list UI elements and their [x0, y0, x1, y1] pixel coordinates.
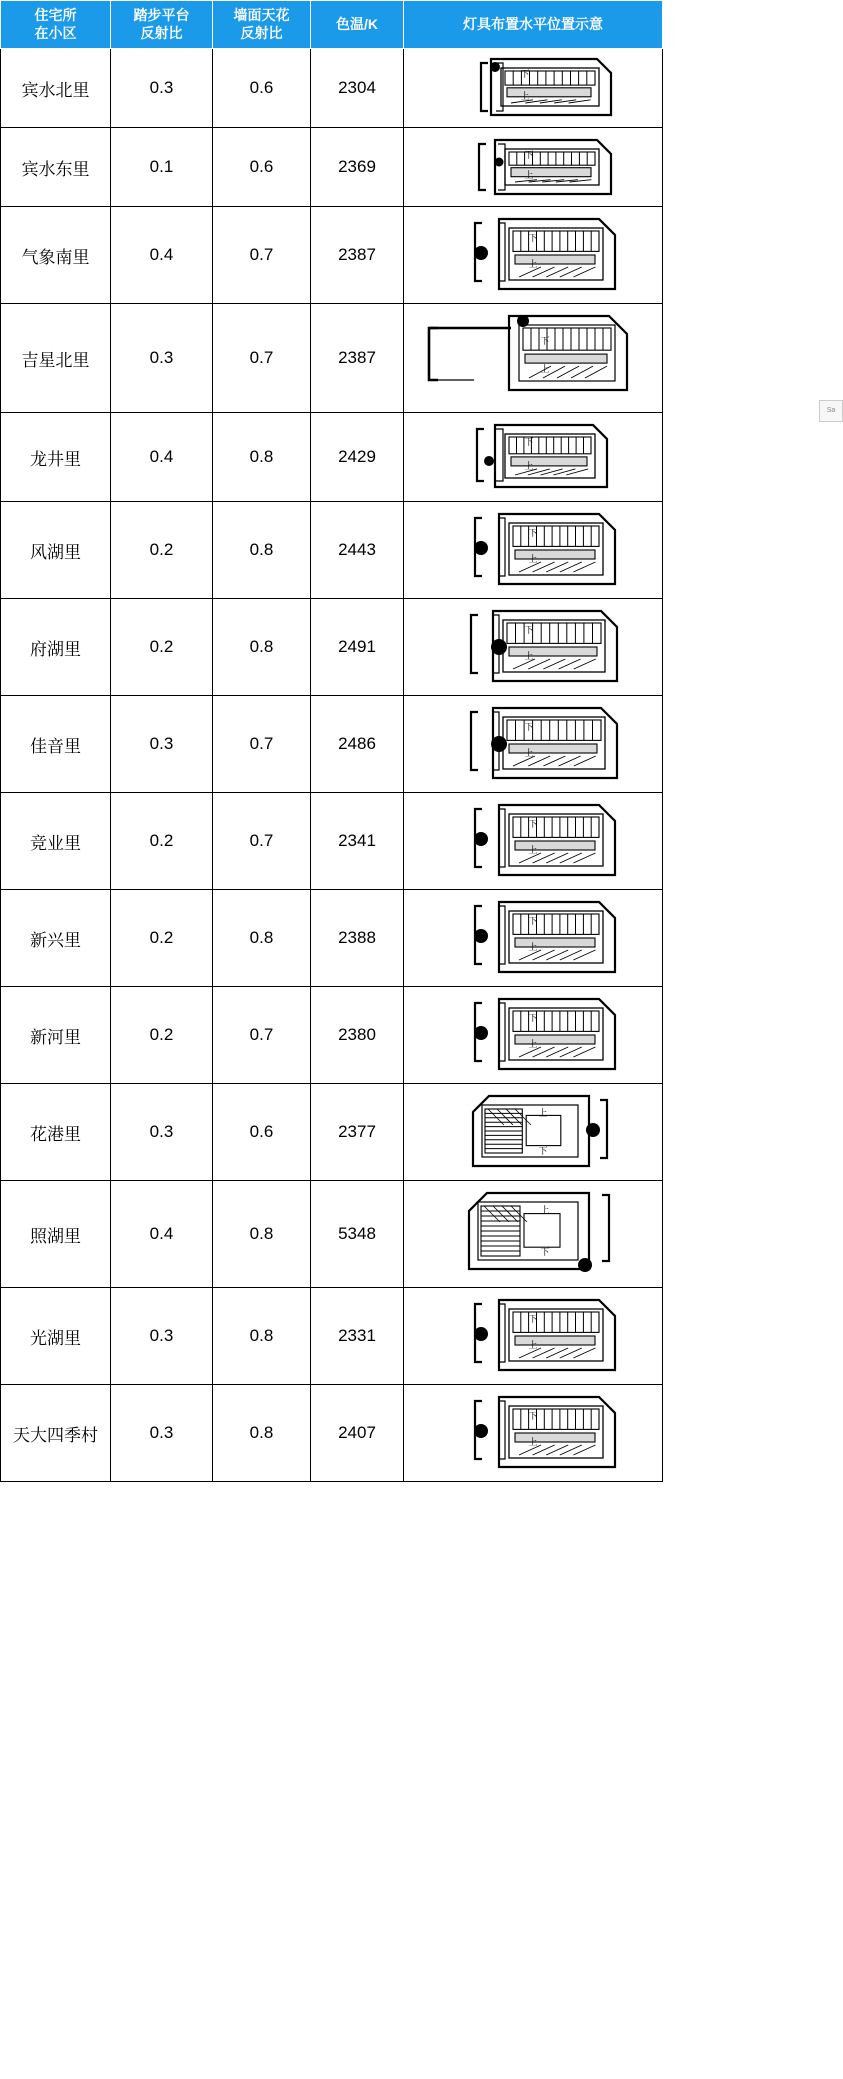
cell-community: 宾水东里 — [1, 128, 111, 207]
svg-text:上: 上 — [524, 461, 534, 471]
cell-wall-reflectance: 0.8 — [213, 599, 311, 696]
table-row — [1, 49, 663, 128]
cell-tread-reflectance: 0.3 — [111, 1288, 213, 1385]
column-header-tread-line1: 踏步平台 — [133, 7, 190, 23]
stair-plan-diagram — [433, 53, 633, 123]
table-row — [1, 1084, 663, 1181]
cell-wall-reflectance: 0.8 — [213, 413, 311, 502]
cell-community: 新兴里 — [1, 890, 111, 987]
cell-wall-reflectance: 0.7 — [213, 793, 311, 890]
cell-lamp-layout-diagram — [404, 1181, 663, 1288]
cell-lamp-layout-diagram — [404, 696, 663, 793]
cell-community: 光湖里 — [1, 1288, 111, 1385]
column-header-color-temperature — [311, 1, 404, 49]
cell-color-temperature: 2491 — [311, 599, 404, 696]
stair-plan-diagram — [433, 700, 633, 788]
column-header-lamp-layout — [404, 1, 663, 49]
cell-lamp-layout-diagram — [404, 49, 663, 128]
cell-wall-reflectance: 0.8 — [213, 1181, 311, 1288]
table-header-row — [1, 1, 663, 49]
svg-text:下: 下 — [520, 69, 530, 79]
table-row — [1, 987, 663, 1084]
cell-color-temperature: 2377 — [311, 1084, 404, 1181]
stair-plan-diagram — [433, 894, 633, 982]
stair-plan-diagram — [433, 211, 633, 299]
cell-color-temperature: 2341 — [311, 793, 404, 890]
table-row — [1, 890, 663, 987]
cell-community: 照湖里 — [1, 1181, 111, 1288]
cell-wall-reflectance: 0.7 — [213, 207, 311, 304]
svg-text:下: 下 — [528, 528, 538, 538]
cell-community: 龙井里 — [1, 413, 111, 502]
stair-plan-diagram — [433, 1088, 633, 1176]
cell-color-temperature: 2304 — [311, 49, 404, 128]
svg-text:上: 上 — [528, 1437, 538, 1447]
cell-wall-reflectance: 0.7 — [213, 987, 311, 1084]
svg-text:下: 下 — [528, 233, 538, 243]
cell-tread-reflectance: 0.2 — [111, 987, 213, 1084]
cell-wall-reflectance: 0.6 — [213, 49, 311, 128]
stair-plan-diagram — [433, 417, 633, 497]
svg-text:上: 上 — [528, 259, 538, 269]
table-row — [1, 793, 663, 890]
cell-community: 风湖里 — [1, 502, 111, 599]
stair-plan-diagram — [433, 991, 633, 1079]
cell-lamp-layout-diagram — [404, 890, 663, 987]
cell-lamp-layout-diagram — [404, 1084, 663, 1181]
cell-color-temperature: 2331 — [311, 1288, 404, 1385]
cell-lamp-layout-diagram — [404, 1385, 663, 1482]
cell-wall-reflectance: 0.8 — [213, 1385, 311, 1482]
cell-tread-reflectance: 0.3 — [111, 304, 213, 413]
cell-lamp-layout-diagram — [404, 793, 663, 890]
svg-text:下: 下 — [540, 336, 550, 346]
stair-plan-diagram — [433, 506, 633, 594]
table-body — [1, 49, 663, 1482]
svg-text:上: 上 — [540, 364, 550, 374]
cell-color-temperature: 2486 — [311, 696, 404, 793]
svg-text:上: 上 — [528, 1039, 538, 1049]
cell-tread-reflectance: 0.1 — [111, 128, 213, 207]
cell-lamp-layout-diagram — [404, 304, 663, 413]
column-header-layout-line1: 灯具布置水平位置示意 — [463, 15, 603, 32]
cell-community: 宾水北里 — [1, 49, 111, 128]
svg-text:上: 上 — [528, 942, 538, 952]
svg-text:下: 下 — [528, 1013, 538, 1023]
cell-tread-reflectance: 0.2 — [111, 502, 213, 599]
cell-color-temperature: 2387 — [311, 304, 404, 413]
table-header — [1, 1, 663, 49]
svg-text:下: 下 — [524, 150, 534, 160]
table-row — [1, 304, 663, 413]
cell-community: 竞业里 — [1, 793, 111, 890]
column-header-tread-line2: 反射比 — [140, 24, 183, 41]
cell-community: 佳音里 — [1, 696, 111, 793]
column-header-community — [1, 1, 111, 49]
cell-lamp-layout-diagram — [404, 128, 663, 207]
cell-color-temperature: 2429 — [311, 413, 404, 502]
svg-text:下: 下 — [528, 819, 538, 829]
table-row — [1, 1181, 663, 1288]
svg-text:上: 上 — [520, 91, 530, 101]
svg-text:下: 下 — [540, 1247, 550, 1257]
column-header-wall-line1: 墙面天花 — [233, 7, 290, 23]
svg-text:上: 上 — [524, 651, 534, 661]
cell-wall-reflectance: 0.7 — [213, 304, 311, 413]
cell-community: 气象南里 — [1, 207, 111, 304]
svg-text:上: 上 — [528, 1340, 538, 1350]
stair-plan-diagram — [433, 132, 633, 202]
cell-tread-reflectance: 0.2 — [111, 599, 213, 696]
table-row — [1, 599, 663, 696]
column-header-community-line1: 住宅所 — [34, 7, 77, 23]
svg-text:下: 下 — [524, 437, 534, 447]
stair-plan-diagram — [433, 1185, 633, 1283]
svg-text:下: 下 — [528, 916, 538, 926]
table-row — [1, 207, 663, 304]
cell-community: 府湖里 — [1, 599, 111, 696]
cell-community: 花港里 — [1, 1084, 111, 1181]
stair-plan-diagram — [433, 1389, 633, 1477]
column-header-tread-reflectance — [111, 1, 213, 49]
svg-text:上: 上 — [524, 170, 534, 180]
cell-color-temperature: 5348 — [311, 1181, 404, 1288]
table-row — [1, 128, 663, 207]
floating-badge[interactable]: Sa — [819, 400, 843, 422]
column-header-cct-line1: 色温/K — [336, 15, 378, 32]
table-row — [1, 502, 663, 599]
cell-lamp-layout-diagram — [404, 1288, 663, 1385]
cell-lamp-layout-diagram — [404, 599, 663, 696]
svg-text:下: 下 — [528, 1314, 538, 1324]
cell-community: 新河里 — [1, 987, 111, 1084]
cell-tread-reflectance: 0.3 — [111, 49, 213, 128]
cell-lamp-layout-diagram — [404, 207, 663, 304]
cell-wall-reflectance: 0.7 — [213, 696, 311, 793]
table-row — [1, 1288, 663, 1385]
stair-plan-diagram — [433, 1292, 633, 1380]
cell-tread-reflectance: 0.4 — [111, 207, 213, 304]
cell-wall-reflectance: 0.8 — [213, 502, 311, 599]
cell-color-temperature: 2443 — [311, 502, 404, 599]
cell-wall-reflectance: 0.6 — [213, 1084, 311, 1181]
svg-text:上: 上 — [528, 845, 538, 855]
cell-color-temperature: 2387 — [311, 207, 404, 304]
svg-text:下: 下 — [528, 1411, 538, 1421]
svg-text:下: 下 — [524, 722, 534, 732]
cell-tread-reflectance: 0.4 — [111, 413, 213, 502]
svg-text:下: 下 — [524, 625, 534, 635]
cell-color-temperature: 2380 — [311, 987, 404, 1084]
svg-text:下: 下 — [538, 1146, 548, 1156]
cell-community: 天大四季村 — [1, 1385, 111, 1482]
svg-text:上: 上 — [540, 1205, 550, 1215]
svg-text:上: 上 — [524, 748, 534, 758]
column-header-community-line2: 在小区 — [34, 24, 77, 41]
cell-color-temperature: 2388 — [311, 890, 404, 987]
stair-plan-diagram — [413, 308, 653, 408]
cell-lamp-layout-diagram — [404, 413, 663, 502]
table-row — [1, 1385, 663, 1482]
stair-plan-diagram — [433, 797, 633, 885]
cell-wall-reflectance: 0.8 — [213, 1288, 311, 1385]
stair-plan-diagram — [433, 603, 633, 691]
column-header-wall-line2: 反射比 — [240, 24, 283, 41]
cell-wall-reflectance: 0.6 — [213, 128, 311, 207]
cell-community: 吉星北里 — [1, 304, 111, 413]
svg-text:上: 上 — [538, 1108, 548, 1118]
cell-tread-reflectance: 0.3 — [111, 1084, 213, 1181]
svg-text:上: 上 — [528, 554, 538, 564]
cell-color-temperature: 2407 — [311, 1385, 404, 1482]
table-row — [1, 413, 663, 502]
column-header-wall-reflectance — [213, 1, 311, 49]
cell-wall-reflectance: 0.8 — [213, 890, 311, 987]
cell-lamp-layout-diagram — [404, 987, 663, 1084]
cell-lamp-layout-diagram — [404, 502, 663, 599]
table-row — [1, 696, 663, 793]
cell-tread-reflectance: 0.2 — [111, 793, 213, 890]
cell-color-temperature: 2369 — [311, 128, 404, 207]
cell-tread-reflectance: 0.2 — [111, 890, 213, 987]
cell-tread-reflectance: 0.3 — [111, 1385, 213, 1482]
cell-tread-reflectance: 0.3 — [111, 696, 213, 793]
cell-tread-reflectance: 0.4 — [111, 1181, 213, 1288]
